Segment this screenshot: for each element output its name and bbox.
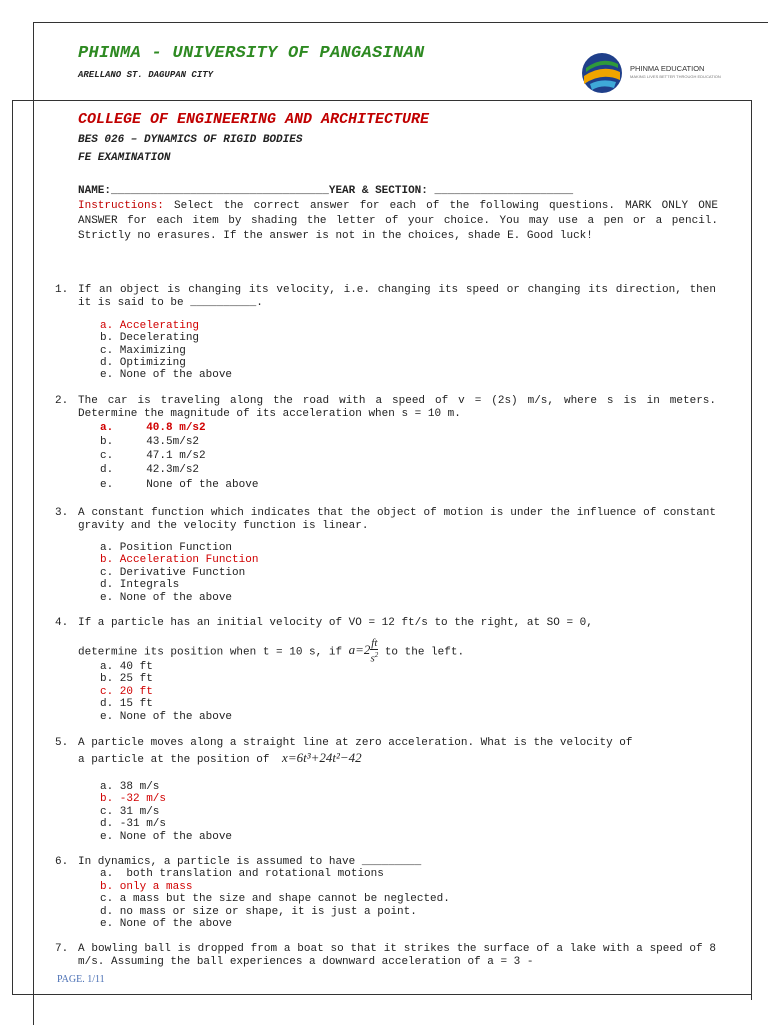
option-6e: e. None of the above <box>100 918 233 930</box>
option-4e: e. None of the above <box>100 711 233 723</box>
formula-den-base: s <box>370 652 375 665</box>
option-3d: d. Integrals <box>100 579 180 591</box>
university-title: PHINMA - UNIVERSITY OF PANGASINAN <box>78 44 425 63</box>
question-text-line-1: A particle moves along a straight line at zero acceleration. What is the velocity of <box>78 737 633 749</box>
option-4b: b. 25 ft <box>100 673 153 685</box>
question-text: If an object is changing its velocity, i.e. changing its speed or changing its direction, then it is said to be __________. <box>78 284 716 309</box>
question-number: 6. <box>55 856 69 868</box>
question-text-line-2-end: to the left. <box>384 646 465 659</box>
option-3e: e. None of the above <box>100 592 233 604</box>
option-5c: c. 31 m/s <box>100 806 160 818</box>
phinma-logo-icon <box>580 50 710 96</box>
question-text: A bowling ball is dropped from a boat so that it strikes the surface of a lake with a speed of 8 m/s. Assuming the ball experiences a downward acceleration of a = 3 - <box>78 943 716 968</box>
option-5d: d. -31 m/s <box>100 818 167 830</box>
instructions <box>78 199 718 244</box>
question-text-line-2: a particle at the position of <box>78 754 270 766</box>
question-number: 4. <box>55 617 69 629</box>
question-text: A constant function which indicates that the object of motion is under the influence of constant gravity and the velocity function is linear. <box>78 507 716 532</box>
option-6b: b. only a mass <box>100 881 193 893</box>
name-blank: _________________________________ <box>111 185 329 197</box>
option-2b: b. 43.5m/s2 <box>100 436 200 448</box>
university-address: ARELLANO ST. DAGUPAN CITY <box>78 70 214 80</box>
option-6d: d. no mass or size or shape, it is just a point. <box>100 906 417 918</box>
formula-denominator <box>370 650 378 665</box>
question-number: 1. <box>55 284 69 296</box>
course-title: BES 026 – DYNAMICS OF RIGID BODIES <box>78 134 303 146</box>
instructions-text: Select the correct answer for each of the following questions. MARK ONLY ONE ANSWER for each item by shading the letter of your choice. You may use a pen or a pencil. Strictly no erasures. If the answer is not in the choices, shade E. Good luck! <box>78 200 718 242</box>
option-6c: c. a mass but the size and shape cannot be neglected. <box>100 893 450 905</box>
option-2d: d. 42.3m/s2 <box>100 464 200 476</box>
name-year-line <box>78 185 573 197</box>
question-number: 7. <box>55 943 69 955</box>
option-5b: b. -32 m/s <box>100 793 167 805</box>
option-1b: b. Decelerating <box>100 332 200 344</box>
frame-top-rule <box>12 100 752 101</box>
acceleration-formula <box>348 637 379 665</box>
formula-numerator: ft <box>371 637 378 649</box>
name-label: NAME: <box>78 185 112 197</box>
question-text: The car is traveling along the road with a speed of v = (2s) m/s, where s is in meters. Determine the magnitude of its acceleration when s = 10 m. <box>78 395 716 420</box>
frame-left-rule <box>12 100 13 995</box>
option-4c: c. 20 ft <box>100 686 153 698</box>
question-text-line-2: determine its position when t = 10 s, if <box>78 646 343 659</box>
question-number: 5. <box>55 737 69 749</box>
exam-type: FE EXAMINATION <box>78 152 171 164</box>
option-4d: d. 15 ft <box>100 698 153 710</box>
year-section-label: YEAR & SECTION: <box>328 185 428 197</box>
option-2c: c. 47.1 m/s2 <box>100 450 206 462</box>
logo-text: PHINMA EDUCATION <box>630 64 705 73</box>
option-3a: a. Position Function <box>100 542 233 554</box>
college-title: COLLEGE OF ENGINEERING AND ARCHITECTURE <box>78 111 430 128</box>
option-3c: c. Derivative Function <box>100 567 246 579</box>
formula-den-exp: 2 <box>374 651 379 659</box>
question-5-line-2 <box>78 752 362 767</box>
formula-fraction <box>370 638 378 665</box>
option-1c: c. Maximizing <box>100 345 186 357</box>
question-text: In dynamics, a particle is assumed to have _________ <box>78 856 422 868</box>
option-1d: d. Optimizing <box>100 357 186 369</box>
option-1e: e. None of the above <box>100 369 233 381</box>
instructions-label: Instructions: <box>78 200 164 212</box>
option-5e: e. None of the above <box>100 831 233 843</box>
option-3b: b. Acceleration Function <box>100 554 259 566</box>
option-2e: e. None of the above <box>100 479 259 491</box>
year-section-blank: _____________________ <box>434 185 574 197</box>
frame-bottom-rule <box>12 994 752 995</box>
option-6a: a. both translation and rotational motions <box>100 868 384 880</box>
option-1a: a. Accelerating <box>100 320 200 332</box>
frame-right-rule <box>751 100 752 1000</box>
position-formula: x=6t³+24t²−42 <box>282 750 362 765</box>
option-5a: a. 38 m/s <box>100 781 160 793</box>
formula-lhs: a=2 <box>348 642 371 658</box>
page-number: PAGE. 1/11 <box>57 974 105 985</box>
logo-subtext: MAKING LIVES BETTER THROUGH EDUCATION <box>630 74 721 79</box>
option-4a: a. 40 ft <box>100 661 153 673</box>
option-2a: a. 40.8 m/s2 <box>100 422 206 434</box>
question-number: 2. <box>55 395 69 407</box>
question-text-line-1: If a particle has an initial velocity of VO = 12 ft/s to the right, at SO = 0, <box>78 617 593 629</box>
question-number: 3. <box>55 507 69 519</box>
